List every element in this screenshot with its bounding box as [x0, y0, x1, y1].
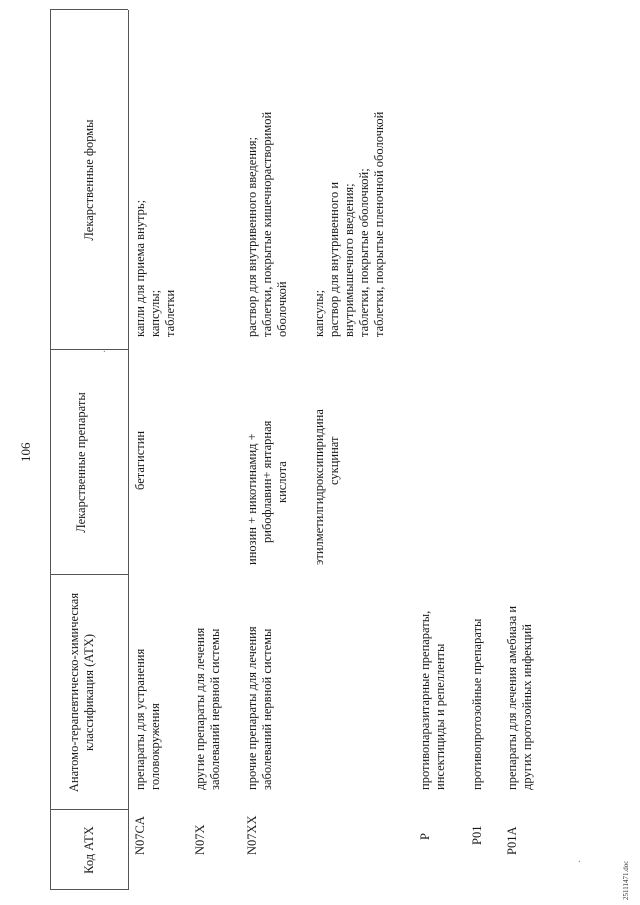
row-atc-text: противопротозойные препараты — [470, 618, 484, 790]
row-atc-text: инсектициды и репелленты — [433, 643, 447, 790]
row-form-text: капли для приема внутрь; — [133, 199, 147, 337]
row-form-text: внутримышечного введения; — [342, 183, 356, 337]
stray-mark: · — [575, 859, 586, 863]
row-form-text: таблетки, покрытые кишечнорастворимой — [260, 111, 274, 337]
header-mark: · — [100, 349, 111, 353]
row-drug-text: этилметилгидроксипиридина — [312, 409, 326, 565]
row-atc-text: головокружения — [148, 703, 162, 790]
row-form-text: оболочкой — [275, 281, 289, 337]
footer-filename: 25111471.doc — [622, 860, 630, 900]
row-code: N07X — [193, 824, 207, 855]
header-code: Код АТХ — [82, 826, 96, 874]
row-atc-text: прочие препараты для лечения — [245, 626, 259, 790]
row-code: P — [418, 833, 432, 840]
row-form-text: капсулы; — [312, 289, 326, 337]
row-atc-text: препараты для лечения амебиаза и — [505, 605, 519, 790]
row-form-text: капсулы; — [148, 289, 162, 337]
row-code: N07CA — [133, 816, 147, 855]
row-drug-text: кислота — [275, 461, 289, 503]
row-code: P01A — [505, 826, 519, 855]
row-drug-text: сукцинат — [327, 436, 341, 485]
header-drugs: Лекарственные препараты — [74, 392, 88, 533]
row-drug-text: рибофлавин+ янтарная — [260, 420, 274, 543]
row-atc-text: противопаразитарные препараты, — [418, 610, 432, 790]
header-atc-line1: Анатомо-терапевтическо-химическая — [67, 592, 81, 793]
row-code: P01 — [470, 825, 484, 845]
row-form-text: таблетки — [163, 289, 177, 337]
row-drug-text: бетагистин — [133, 430, 147, 490]
row-form-text: раствор для внутривенного введения; — [245, 137, 259, 337]
row-atc-text: других протозойных инфекций — [520, 624, 534, 790]
row-form-text: раствор для внутривенного и — [327, 181, 341, 337]
row-atc-text: препараты для устранения — [133, 648, 147, 790]
row-form-text: таблетки, покрытые оболочкой; — [357, 168, 371, 337]
header-bottom-rule — [128, 10, 129, 890]
header-top-rule — [50, 10, 51, 890]
header-forms: Лекарственные формы — [82, 119, 96, 241]
row-atc-text: другие препараты для лечения — [193, 627, 207, 790]
page-number: 106 — [18, 442, 33, 462]
row-drug-text: инозин + никотинамид + — [245, 433, 259, 565]
row-form-text: таблетки, покрытые пленочной оболочкой — [372, 111, 386, 337]
row-atc-text: заболеваний нервной системы — [260, 628, 274, 790]
row-atc-text: заболеваний нервной системы — [208, 628, 222, 790]
row-code: N07XX — [245, 815, 259, 855]
header-atc-line2: классификация (АТХ) — [82, 633, 96, 752]
